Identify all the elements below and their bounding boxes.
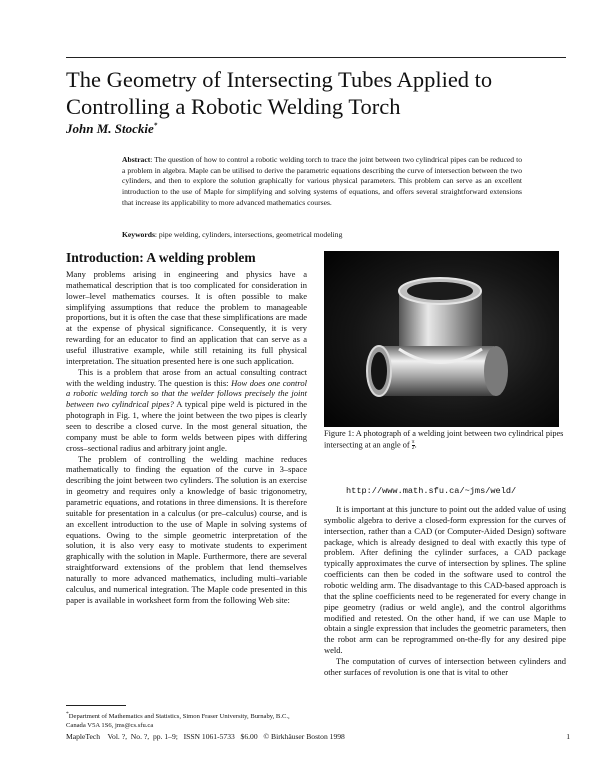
issue: No. ?, <box>130 732 150 741</box>
author <box>66 121 157 137</box>
abstract <box>122 155 522 209</box>
pipe-weld-photo-image <box>324 251 559 427</box>
abstract-text: : The question of how to control a robotic welding torch to trace the joint between two cylindrical pipes can be reduced to a problem in algebra. Maple can be utilised to derive the parametric equations describing the curve of intersection between the two cylinders, and then to explore the solution graphically for various physical parameters. This problem can serve as an excellent introduction to the use of Maple for simplifying and solving systems of equations, and offers several straightforward extensions that increase its applicability to more advanced mathematics courses. <box>122 155 522 207</box>
pipe-weld-photo <box>324 251 559 427</box>
page-number: 1 <box>566 732 570 741</box>
paragraph-1: Many problems arising in engineering and physics have a mathematical description that is too complicated for consideration in lower–level mathematics courses. It is often possible to make simplifying assumptions that reduce the problem to manageable proportions, but it is often the case that these simplifications are made at the expense of physical significance. Consequently, it is very rewarding for an educator to find an application that can serve as a useful illustrative example, while still retaining its full physical interpretation. The situation presented here is one such application. <box>66 269 307 366</box>
angle-numerator: π <box>411 438 415 445</box>
right-paragraph-1: It is important at this juncture to point out the added value of using symbolic algebra to derive a closed-form expression for the curves of intersection, rather than a CAD (or Computer-Aided Design) software package, which is already designed to deal with exactly this type of problem. After defining the cylinder surfaces, a CAD package typically approximates the curve of intersection by splines. The spline coefficients can then be coded in the software used to control the robotic welding arm. The disadvantage to this CAD-based approach is that the spline coefficients need to be regenerated for every change in pipe geometry (radius or weld angle), and the control algorithms modified and retested. On the other hand, if we can use Maple to obtain a single expression that includes the geometric parameters, then the robot arm can be reprogrammed on-the-fly for any desired pipe weld. <box>324 504 566 656</box>
paragraph-2 <box>66 367 307 454</box>
keywords <box>122 230 522 240</box>
issn: ISSN 1061-5733 <box>183 732 235 741</box>
publisher: Birkhäuser Boston 1998 <box>271 732 345 741</box>
caption-end: . <box>414 440 417 450</box>
copyright-icon: © <box>263 732 270 741</box>
footnote <box>66 710 307 730</box>
top-rule <box>66 57 566 58</box>
paragraph-3: The problem of controlling the welding machine reduces mathematically to finding the equation of the curve in 3–space describing the joint between two cylinders. The solution is an exercise in geometry and requires only a knowledge of basic trigonometry, parametric equations, and rotations in three dimensions. It is therefore suitable for presentation in a calculus (or pre–calculus) course, and is an excellent introduction to the use of Maple in solving systems of equations. Owing to the simple geometric interpretation of the solution, it is also very easy to motivate students to experiment graphically with the solution in Maple. Furthermore, there are several straightforward extensions of the problem that lend themselves naturally to more advanced mathematics, including multi–variable calculus, and numerical integration. The Maple code presented in this paper is available in worksheet form from the following Web site: <box>66 453 307 605</box>
paragraph-2-b: A typical pipe weld is pictured in the photograph in Fig. 1, where the joint between the two pipes is clearly seen to describe a closed curve. In the most general situation, the company must be able to form welds between pipes with differing cross–sectional radius and arbitrary joint angle. <box>66 399 307 453</box>
author-footnote-mark: * <box>153 121 158 130</box>
paragraph-2-question: How does one control a robotic welding torch so that the welder follows precisely the joint between two cylindrical pipes? <box>66 377 307 410</box>
page-footer <box>66 732 570 741</box>
paragraph-2-a: This is a problem that arose from an actual consulting contract with the welding industry. The question is this: <box>66 366 307 388</box>
angle-denominator: 2 <box>411 444 415 451</box>
figure-caption <box>324 429 564 451</box>
footnote-rule <box>66 705 126 706</box>
volume: Vol. ?, <box>107 732 127 741</box>
pages: pp. 1–9; <box>152 732 178 741</box>
keywords-text: : pipe welding, cylinders, intersections, geometrical modeling <box>154 230 343 239</box>
price: $6.00 <box>240 732 258 741</box>
figure-caption-text: Figure 1: A photograph of a welding joint between two cylindrical pipes intersecting at an angle of <box>324 429 564 450</box>
right-paragraph-2: The computation of curves of intersection between cylinders and other surfaces of revolution is one that is vital to other <box>324 656 566 677</box>
footnote-mark: * <box>66 711 69 717</box>
abstract-label: Abstract <box>122 155 151 164</box>
left-column <box>66 269 307 606</box>
right-column <box>324 504 566 678</box>
section-heading: Introduction: A welding problem <box>66 250 256 265</box>
journal-name: MapleTech <box>66 732 101 741</box>
author-name: John M. Stockie <box>66 121 154 136</box>
keywords-label: Keywords <box>122 230 155 239</box>
paper-title: The Geometry of Intersecting Tubes Applied to Controlling a Robotic Welding Torch <box>66 67 493 119</box>
footnote-text: Department of Mathematics and Statistics, Simon Fraser University, Burnaby, B.C., Canada V5A 1S6, jms@cs.sfu.ca <box>66 713 290 729</box>
worksheet-url[interactable]: http://www.math.sfu.ca/~jms/weld/ <box>346 486 517 496</box>
